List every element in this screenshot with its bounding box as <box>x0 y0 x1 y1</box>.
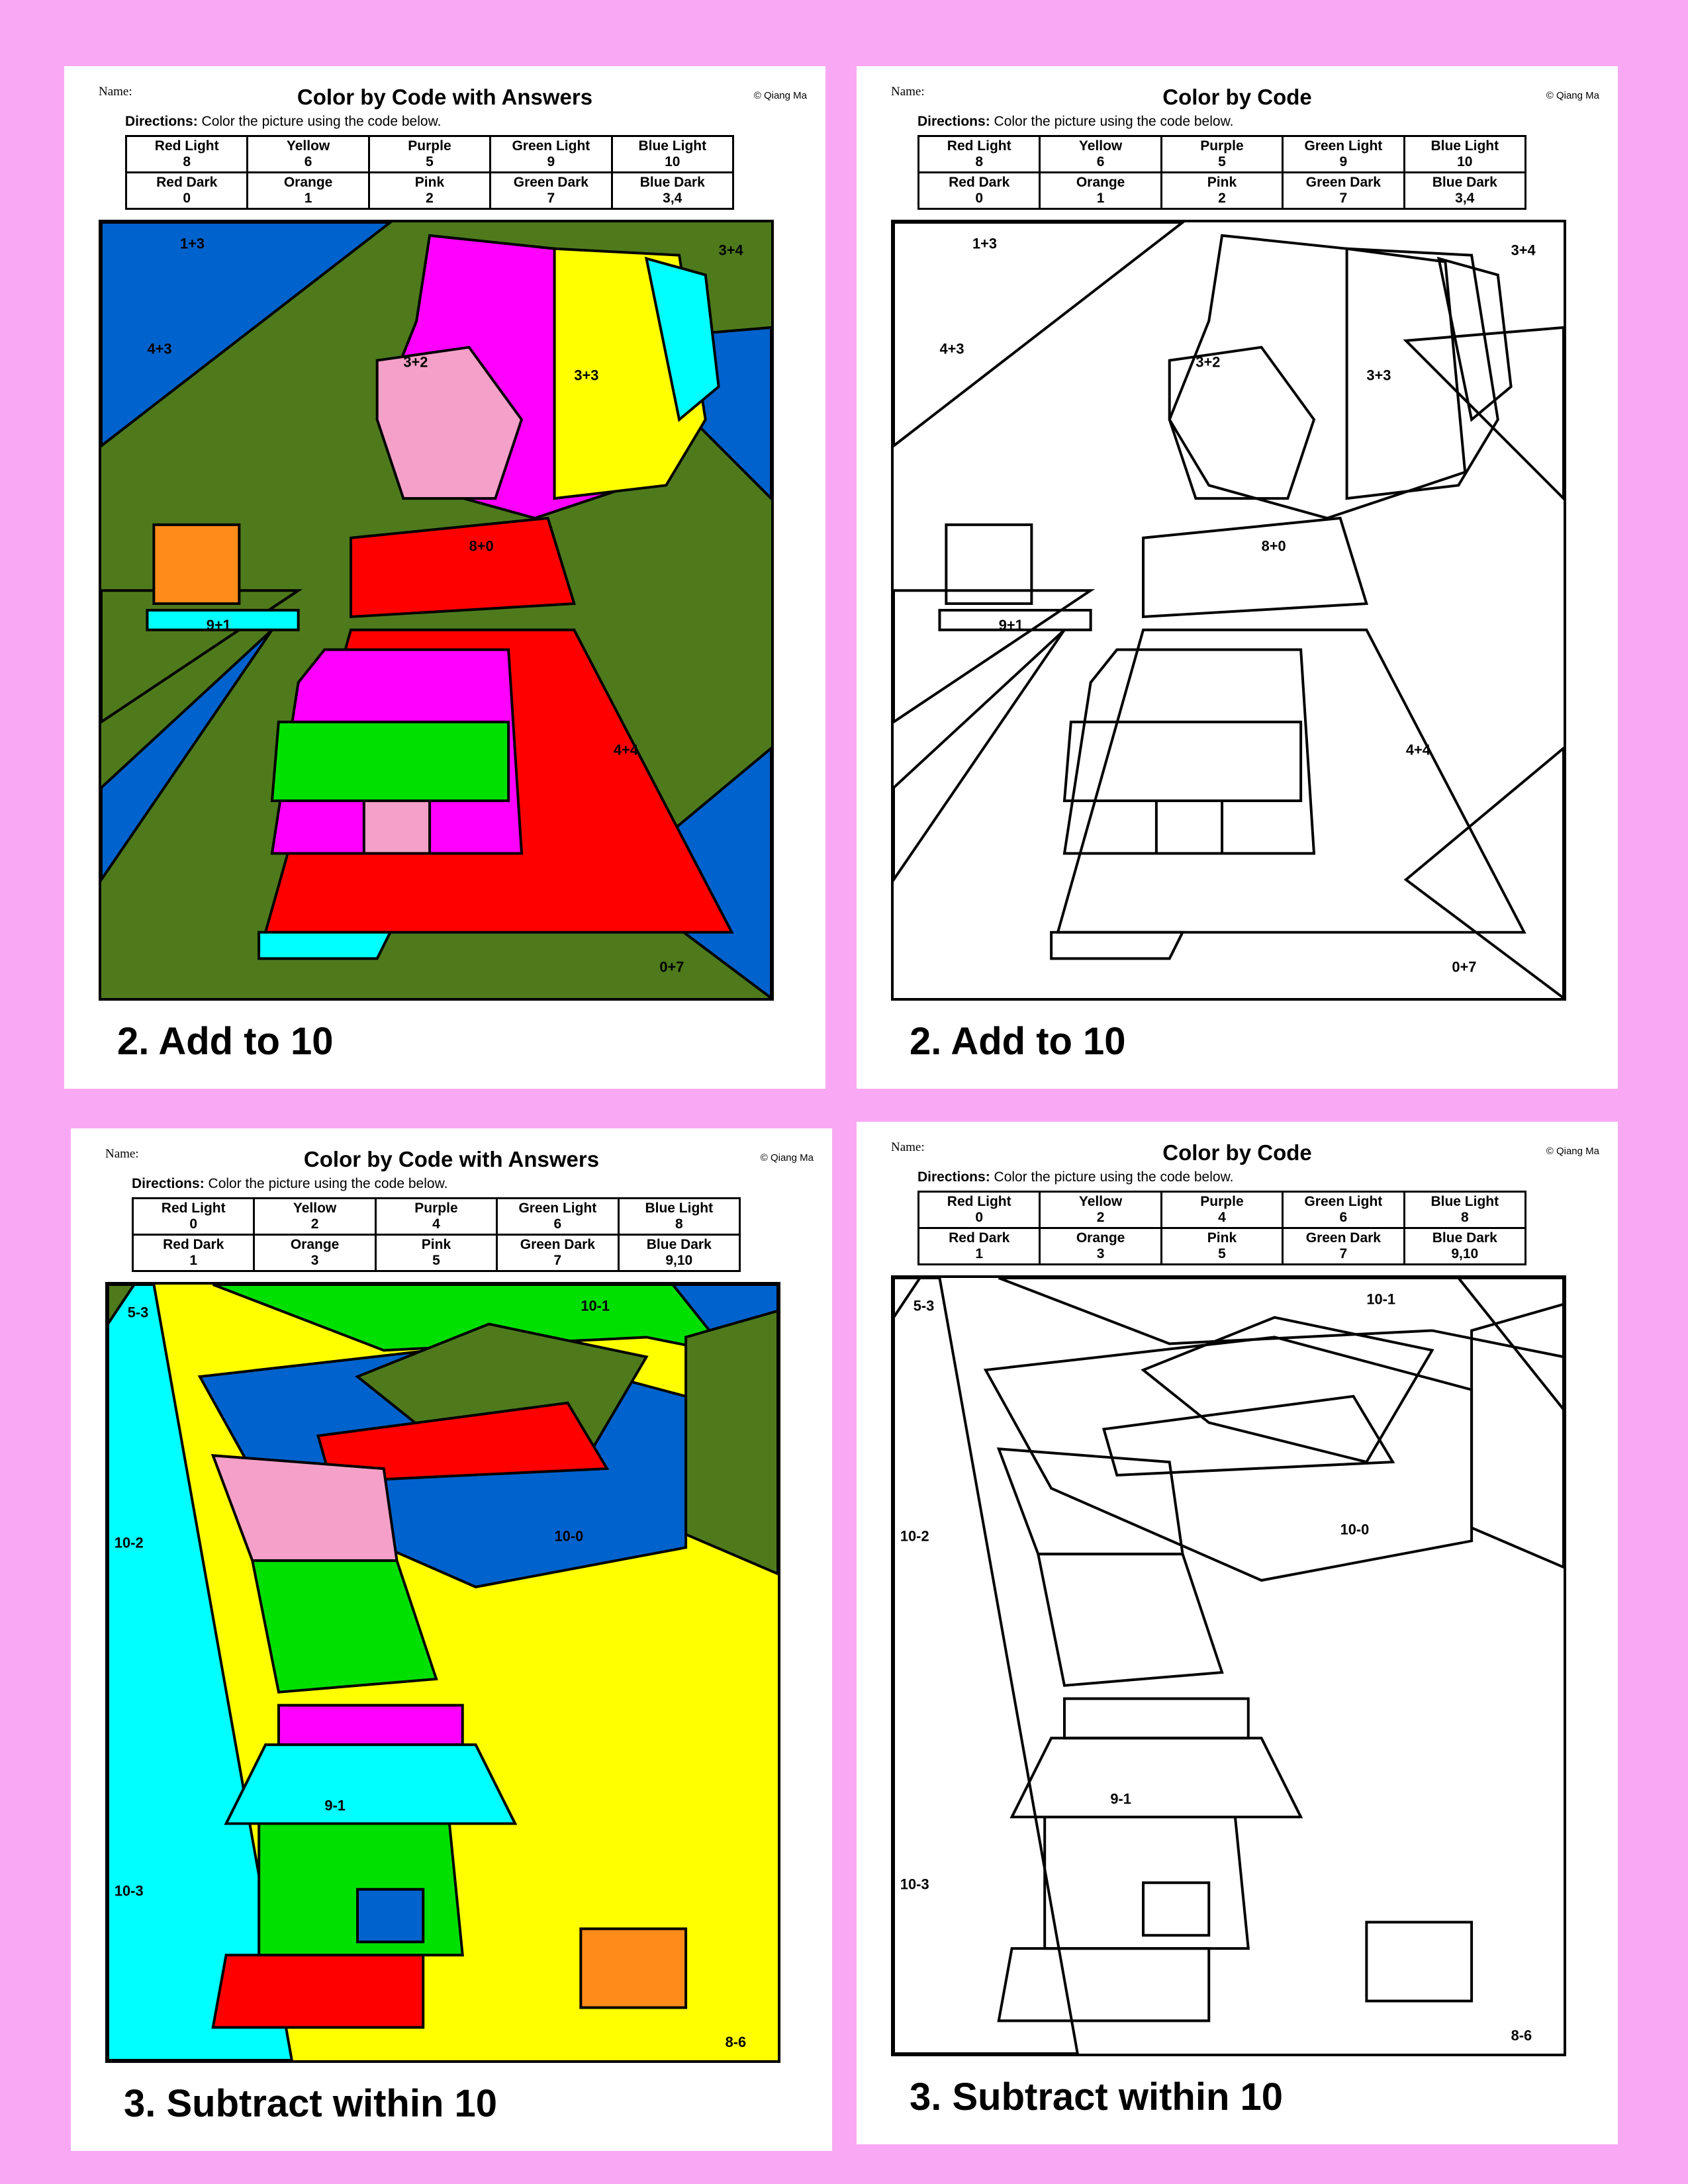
code-cell: Purple 5 <box>369 136 490 173</box>
region-label: 8+0 <box>469 537 494 555</box>
code-cell: Green Light 9 <box>491 136 612 173</box>
directions: Directions: Color the picture using the code below. <box>917 114 1234 129</box>
code-cell: Pink 5 <box>1161 1228 1282 1265</box>
code-cell: Blue Dark 3,4 <box>1404 173 1525 209</box>
code-cell: Green Dark 7 <box>491 173 612 209</box>
code-cell: Yellow 6 <box>248 136 369 173</box>
worksheet-caption: 3. Subtract within 10 <box>910 2075 1283 2118</box>
region-label: 3+2 <box>403 353 428 371</box>
region-label: 4+3 <box>939 340 964 357</box>
code-cell: Green Light 9 <box>1283 136 1404 173</box>
region-label: 3+2 <box>1196 353 1221 371</box>
code-cell: Orange 3 <box>254 1235 375 1271</box>
code-cell: Yellow 2 <box>254 1199 375 1235</box>
code-cell: Red Light 8 <box>126 136 248 173</box>
copyright: © Qiang Ma <box>1546 90 1599 101</box>
worksheet-title: Color by Code <box>1162 85 1312 109</box>
coloring-picture-boy <box>105 1282 780 2063</box>
name-label: Name: <box>891 1140 925 1154</box>
region-label: 10-2 <box>900 1527 929 1545</box>
region-label: 10-1 <box>581 1297 610 1314</box>
worksheet-caption: 3. Subtract within 10 <box>124 2082 497 2125</box>
region-label: 10-0 <box>554 1527 584 1545</box>
code-cell: Green Light 6 <box>497 1199 618 1235</box>
directions: Directions: Color the picture using the code below. <box>132 1176 448 1191</box>
region-label: 3+4 <box>1511 242 1536 259</box>
coloring-picture-girl-outline <box>891 220 1566 1001</box>
region-label: 4+4 <box>1405 741 1430 758</box>
copyright: © Qiang Ma <box>753 90 807 101</box>
region-label: 8+0 <box>1261 537 1286 555</box>
region-label: 9+1 <box>206 616 231 633</box>
color-code-table <box>125 135 734 210</box>
region-label: 10-3 <box>900 1876 929 1893</box>
worksheet-subtract-blank <box>857 1122 1618 2144</box>
code-cell: Orange 1 <box>248 173 369 209</box>
region-label: 10-3 <box>114 1882 144 1899</box>
name-label: Name: <box>891 85 925 99</box>
directions: Directions: Color the picture using the code below. <box>917 1169 1234 1185</box>
region-label: 10-0 <box>1340 1521 1370 1538</box>
boy-outline-drawing <box>894 1278 1564 2054</box>
code-cell: Green Dark 7 <box>1283 173 1404 209</box>
code-cell: Purple 4 <box>375 1199 496 1235</box>
coloring-picture-girl <box>99 220 774 1001</box>
region-label: 1+3 <box>180 235 205 252</box>
code-cell: Red Light 0 <box>133 1199 254 1235</box>
region-label: 9-1 <box>1110 1790 1131 1807</box>
region-label: 5-3 <box>913 1297 935 1314</box>
code-cell: Blue Dark 3,4 <box>612 173 733 209</box>
code-cell: Orange 1 <box>1040 173 1161 209</box>
code-cell: Pink 2 <box>369 173 490 209</box>
code-cell: Purple 4 <box>1161 1192 1282 1228</box>
region-label: 4+3 <box>147 340 172 357</box>
code-cell: Green Light 6 <box>1283 1192 1404 1228</box>
copyright: © Qiang Ma <box>760 1152 814 1163</box>
worksheet-title: Color by Code with Answers <box>297 85 593 109</box>
copyright: © Qiang Ma <box>1546 1146 1599 1157</box>
code-cell: Orange 3 <box>1040 1228 1161 1265</box>
region-label: 3+4 <box>718 242 743 259</box>
worksheet-add-blank <box>857 66 1618 1089</box>
name-label: Name: <box>105 1147 139 1161</box>
region-label: 0+7 <box>1452 958 1477 976</box>
code-cell: Pink 2 <box>1161 173 1282 209</box>
code-cell: Blue Dark 9,10 <box>618 1235 739 1271</box>
code-cell: Blue Dark 9,10 <box>1404 1228 1525 1265</box>
region-label: 3+3 <box>574 367 599 384</box>
color-code-table <box>132 1197 741 1272</box>
directions: Directions: Color the picture using the code below. <box>125 114 442 129</box>
worksheet-subtract-answers <box>71 1128 832 2151</box>
region-label: 5-3 <box>127 1304 149 1321</box>
code-cell: Red Dark 0 <box>126 173 248 209</box>
region-label: 0+7 <box>659 958 684 976</box>
code-cell: Purple 5 <box>1161 136 1282 173</box>
girl-outline-drawing <box>894 222 1564 998</box>
color-code-table <box>917 1191 1526 1265</box>
region-label: 10-1 <box>1366 1291 1396 1308</box>
code-cell: Green Dark 7 <box>1283 1228 1404 1265</box>
code-cell: Blue Light 8 <box>1404 1192 1525 1228</box>
name-label: Name: <box>99 85 132 99</box>
boy-drawing <box>108 1285 778 2060</box>
region-label: 3+3 <box>1366 367 1391 384</box>
worksheet-title: Color by Code with Answers <box>303 1147 600 1171</box>
color-code-table <box>917 135 1526 210</box>
code-cell: Red Light 8 <box>919 136 1040 173</box>
code-cell: Green Dark 7 <box>497 1235 618 1271</box>
worksheet-add-answers <box>64 66 825 1089</box>
region-label: 8-6 <box>1511 2027 1532 2044</box>
code-cell: Blue Light 10 <box>612 136 733 173</box>
code-cell: Blue Light 8 <box>618 1199 739 1235</box>
region-label: 4+4 <box>613 741 638 758</box>
region-label: 9+1 <box>998 616 1023 633</box>
code-cell: Red Light 0 <box>919 1192 1040 1228</box>
girl-drawing <box>101 222 771 998</box>
code-cell: Pink 5 <box>375 1235 496 1271</box>
worksheet-caption: 2. Add to 10 <box>910 1020 1126 1063</box>
region-label: 8-6 <box>725 2034 747 2051</box>
code-cell: Yellow 6 <box>1040 136 1161 173</box>
code-cell: Red Dark 0 <box>919 173 1040 209</box>
region-label: 10-2 <box>114 1534 144 1551</box>
coloring-picture-boy-outline <box>891 1275 1566 2056</box>
worksheet-title: Color by Code <box>1162 1140 1312 1165</box>
code-cell: Blue Light 10 <box>1404 136 1525 173</box>
region-label: 1+3 <box>972 235 998 252</box>
code-cell: Red Dark 1 <box>133 1235 254 1271</box>
code-cell: Yellow 2 <box>1040 1192 1161 1228</box>
code-cell: Red Dark 1 <box>919 1228 1040 1265</box>
worksheet-caption: 2. Add to 10 <box>117 1020 334 1063</box>
region-label: 9-1 <box>324 1797 346 1814</box>
